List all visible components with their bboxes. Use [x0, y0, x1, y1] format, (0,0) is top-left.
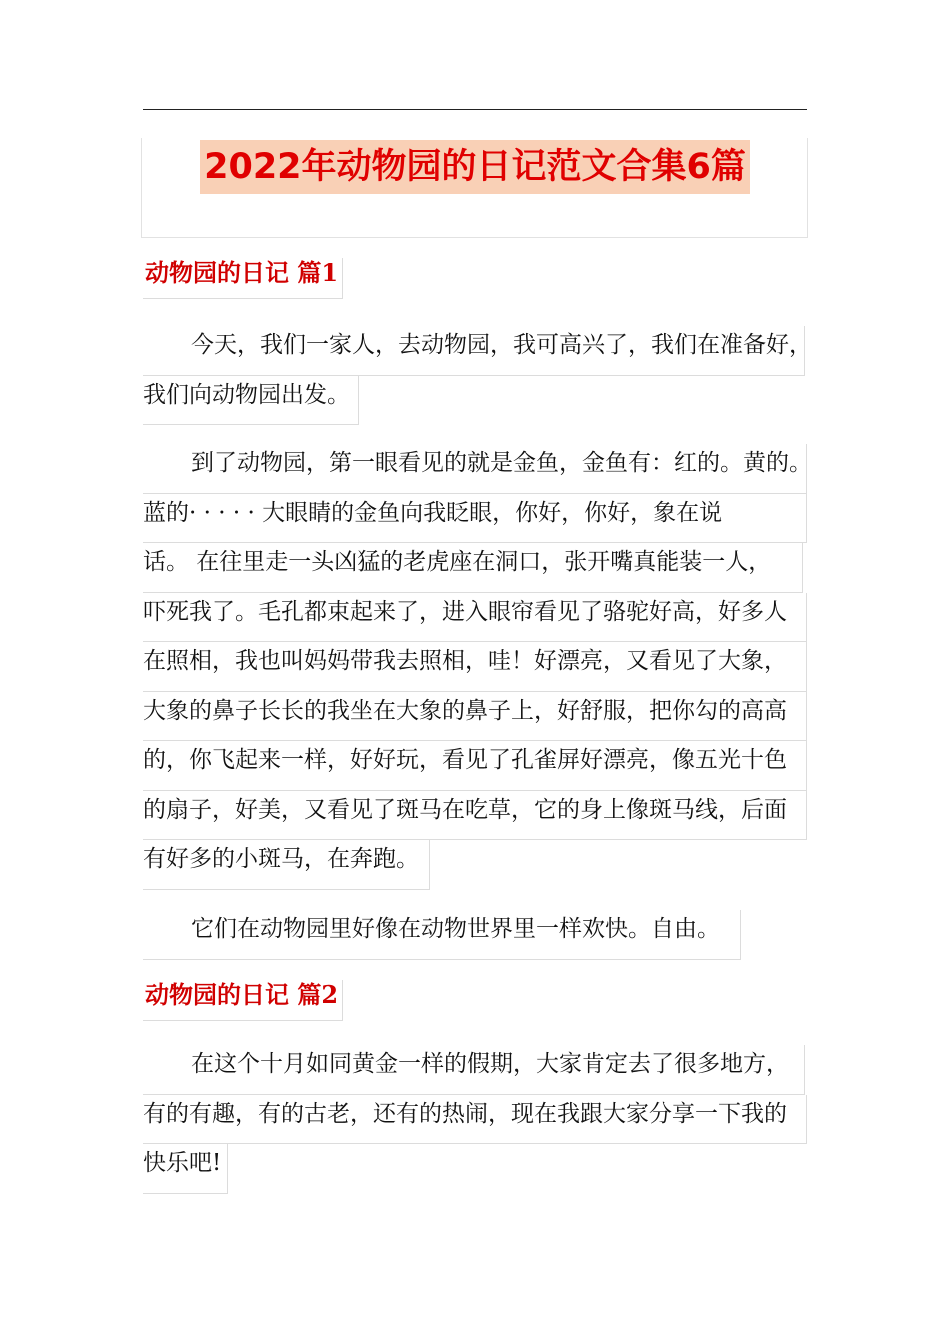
- section-heading-1: 动物园的日记 篇1: [143, 258, 343, 299]
- section-heading-2: 动物园的日记 篇2: [143, 980, 343, 1021]
- paragraph-line: 有好多的小斑马，在奔跑。: [143, 840, 430, 890]
- document-title: 2022年动物园的日记范文合集6篇: [200, 140, 750, 194]
- paragraph-line: 话。 在往里走一头凶猛的老虎座在洞口，张开嘴真能装一人，: [143, 543, 803, 593]
- paragraph-line: 蓝的· · · · · 大眼睛的金鱼向我眨眼，你好，你好，象在说: [143, 494, 807, 544]
- paragraph-line: 我们向动物园出发。: [143, 376, 359, 426]
- paragraph-1-1: [143, 326, 823, 425]
- paragraph-line: 在照相，我也叫妈妈带我去照相，哇！好漂亮，又看见了大象，: [143, 642, 807, 692]
- paragraph-line: 大象的鼻子长长的我坐在大象的鼻子上，好舒服，把你勾的高高: [143, 692, 807, 742]
- paragraph-line: 的，你飞起来一样，好好玩，看见了孔雀屏好漂亮，像五光十色: [143, 741, 807, 791]
- paragraph-line: 到了动物园，第一眼看见的就是金鱼，金鱼有：红的。黄的。: [143, 444, 807, 494]
- paragraph-1-2: [143, 444, 823, 890]
- paragraph-1-3: [143, 910, 823, 960]
- paragraph-line: 今天，我们一家人，去动物园，我可高兴了，我们在准备好，: [143, 326, 805, 376]
- top-divider: [143, 109, 807, 110]
- paragraph-line: 的扇子，好美，又看见了斑马在吃草，它的身上像斑马线，后面: [143, 791, 807, 841]
- paragraph-line: 吓死我了。毛孔都束起来了，进入眼帘看见了骆驼好高，好多人: [143, 593, 807, 643]
- paragraph-line: 它们在动物园里好像在动物世界里一样欢快。自由。: [143, 910, 741, 960]
- paragraph-line: 快乐吧!: [143, 1144, 228, 1194]
- paragraph-line: 有的有趣，有的古老，还有的热闹，现在我跟大家分享一下我的: [143, 1095, 807, 1145]
- paragraph-line: 在这个十月如同黄金一样的假期，大家肯定去了很多地方，: [143, 1045, 805, 1095]
- paragraph-2-1: [143, 1045, 823, 1194]
